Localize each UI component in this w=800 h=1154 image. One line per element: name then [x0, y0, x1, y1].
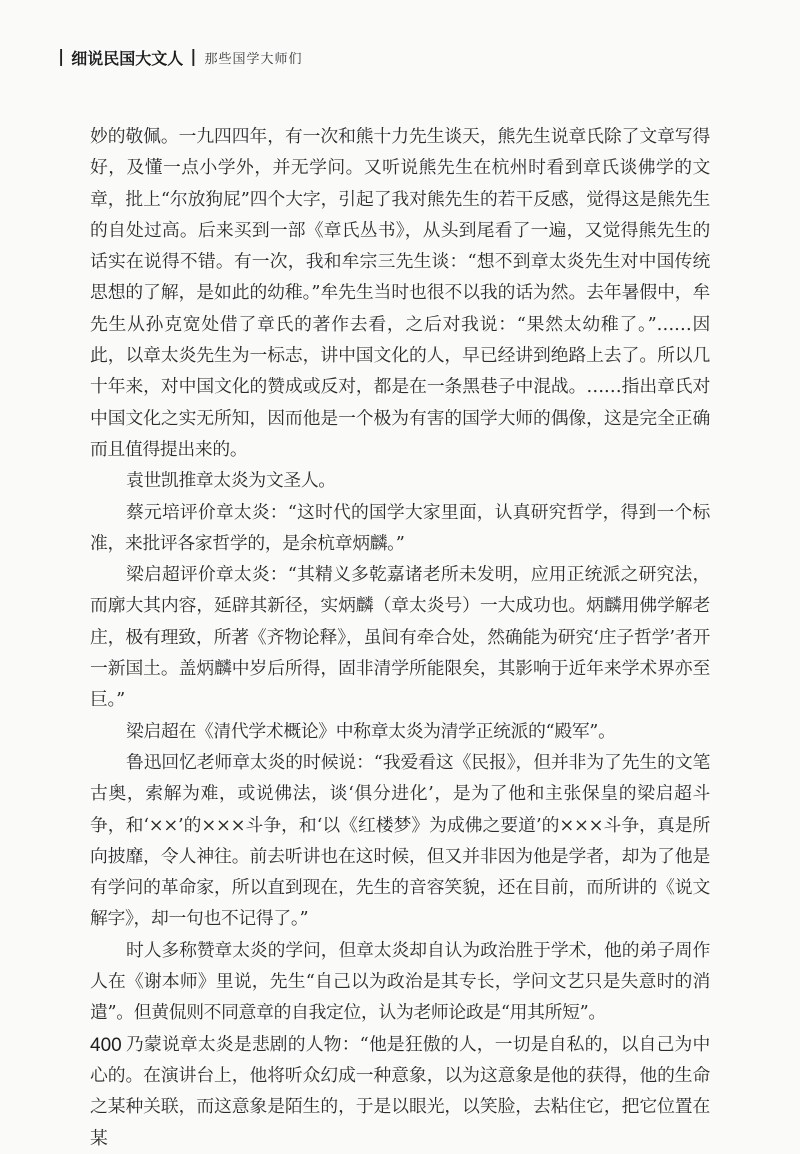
running-header	[58, 44, 302, 70]
paragraph: 梁启超评价章太炎：“其精义多乾嘉诸老所未发明，应用正统派之研究法，而廓大其内容，延辟其新径，实炳麟（章太炎号）一大成功也。炳麟用佛学解老庄，极有理致，所著《齐物论释》，虽间有牵合处，然确能为研究‘庄子哲学’者开一新国土。盖炳麟中岁后所得，固非清学所能限矣，其影响于近年来学术界亦至巨。”	[90, 564, 710, 711]
body-text	[90, 121, 710, 1154]
paragraph: 时人多称赞章太炎的学问，但章太炎却自认为政治胜于学术，他的弟子周作人在《谢本师》里说，先生“自己以为政治是其专长，学问文艺只是失意时的消遣”。但黄侃则不同意章的自我定位，认为老师论政是“用其所短”。	[90, 939, 710, 1024]
paragraph: 袁世凯推章太炎为文圣人。	[126, 470, 336, 492]
paragraph: 妙的敬佩。一九四四年，有一次和熊十力先生谈天，熊先生说章氏除了文章写得好，及懂一点小学外，并无学问。又听说熊先生在杭州时看到章氏谈佛学的文章，批上“尔放狗屁”四个大字，引起了我对熊先生的若干反感，觉得这是熊先生的自处过高。后来买到一部《章氏丛书》，从头到尾看了一遍，又觉得熊先生的话实在说得不错。有一次，我和牟宗三先生谈：“想不到章太炎先生对中国传统思想的了解，是如此的幼稚。”牟先生当时也很不以我的话为然。去年暑假中，牟先生从孙克宽处借了章氏的著作去看，之后对我说：“果然太幼稚了。”……因此，以章太炎先生为一标志，讲中国文化的人，早已经讲到绝路上去了。所以几十年来，对中国文化的赞成或反对，都是在一条黑巷子中混战。……指出章氏对中国文化之实无所知，因而他是一个极为有害的国学大师的偶像，这是完全正确而且值得提出来的。	[90, 126, 710, 460]
paragraph: 乃蒙说章太炎是悲剧的人物：“他是狂傲的人，一切是自私的，以自己为中心的。在演讲台上，他将听众幻成一种意象，以为这意象是他的获得，他的生命之某种关联，而这意象是陌生的，于是以眼光，以笑脸，去粘住它，把它位置在某	[90, 1033, 710, 1149]
paragraph: 蔡元培评价章太炎：“这时代的国学大家里面，认真研究哲学，得到一个标准，来批评各家哲学的，是余杭章炳麟。”	[90, 501, 710, 554]
header-separator-left: |	[58, 47, 65, 67]
section-title: 那些国学大师们	[204, 51, 303, 67]
paragraph: 鲁迅回忆老师章太炎的时候说：“我爱看这《民报》，但并非为了先生的文笔古奥，索解为难，或说佛法，谈‘俱分进化’，是为了他和主张保皇的梁启超斗争，和‘××’的×××斗争，和‘以《红楼梦》为成佛之要道’的×××斗争，真是所向披靡，令人神往。前去听讲也在这时候，但又并非因为他是学者，却为了他是有学问的革命家，所以直到现在，先生的音容笑貌，还在目前，而所讲的《说文解字》，却一句也不记得了。”	[90, 751, 710, 930]
paragraph: 梁启超在《清代学术概论》中称章太炎为清学正统派的“殿军”。	[126, 720, 616, 742]
page-number: 400	[90, 1035, 122, 1056]
header-separator-right: |	[190, 47, 197, 67]
book-title: 细说民国大文人	[71, 48, 184, 68]
